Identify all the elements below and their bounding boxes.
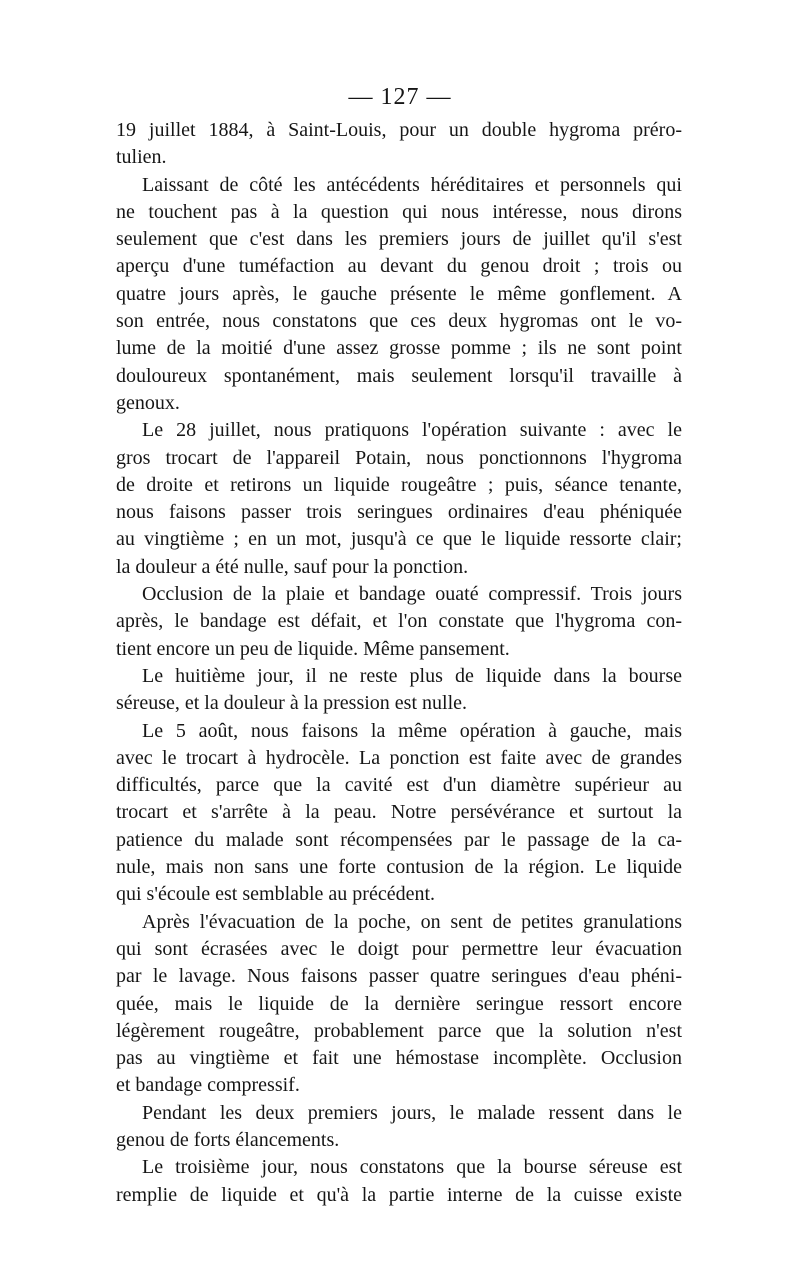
- text-line: douloureux spontanément, mais seulement lorsqu'il travaille à: [116, 364, 682, 387]
- text-line: pas au vingtième et fait une hémostase incomplète. Occlusion: [116, 1047, 682, 1070]
- text-line: qui sont écrasées avec le doigt pour permettre leur évacuation: [116, 937, 682, 960]
- text-line: patience du malade sont récompensées par le passage de la ca-: [116, 828, 682, 851]
- text-line: qui s'écoule est semblable au précédent.: [116, 883, 436, 906]
- text-line: son entrée, nous constatons que ces deux hygromas ont le vo-: [116, 310, 682, 333]
- text-line: trocart et s'arrête à la peau. Notre persévérance et surtout la: [116, 801, 682, 824]
- text-line: au vingtième ; en un mot, jusqu'à ce que le liquide ressorte clair;: [116, 528, 682, 551]
- text-line: Laissant de côté les antécédents héréditaires et personnels qui: [142, 173, 682, 196]
- text-line: Occlusion de la plaie et bandage ouaté compressif. Trois jours: [142, 583, 682, 606]
- text-line: 19 juillet 1884, à Saint-Louis, pour un double hygroma préro-: [116, 119, 682, 141]
- text-line: légèrement rougeâtre, probablement parce que la solution n'est: [116, 1019, 682, 1042]
- text-line: Pendant les deux premiers jours, le malade ressent dans le: [142, 1101, 682, 1124]
- text-line: genou de forts élancements.: [116, 1128, 340, 1151]
- text-line: quée, mais le liquide de la dernière seringue ressort encore: [116, 992, 682, 1015]
- text-line: difficultés, parce que la cavité est d'un diamètre supérieur au: [116, 774, 682, 797]
- text-line: la douleur a été nulle, sauf pour la ponction.: [116, 555, 469, 578]
- text-line: de droite et retirons un liquide rougeâtre ; puis, séance tenante,: [116, 473, 682, 496]
- text-line: Le 28 juillet, nous pratiquons l'opération suivante : avec le: [142, 419, 682, 442]
- text-line: et bandage compressif.: [116, 1074, 300, 1097]
- text-line: ne touchent pas à la question qui nous intéresse, nous dirons: [116, 200, 682, 223]
- text-line: aperçu d'une tuméfaction au devant du genou droit ; trois ou: [116, 255, 682, 278]
- text-line: genoux.: [116, 391, 180, 414]
- text-line: gros trocart de l'appareil Potain, nous ponctionnons l'hygroma: [116, 446, 682, 469]
- page-number: — 127 —: [348, 84, 452, 110]
- body-text: [116, 117, 682, 1209]
- text-line: quatre jours après, le gauche présente le même gonflement. A: [116, 282, 682, 305]
- text-line: lume de la moitié d'une assez grosse pomme ; ils ne sont point: [116, 337, 682, 360]
- text-line: Le 5 août, nous faisons la même opération à gauche, mais: [142, 719, 682, 742]
- text-line: séreuse, et la douleur à la pression est nulle.: [116, 692, 467, 715]
- text-line: avec le trocart à hydrocèle. La ponction est faite avec de grandes: [116, 746, 682, 769]
- text-line: par le lavage. Nous faisons passer quatre seringues d'eau phéni-: [116, 965, 682, 988]
- text-line: Après l'évacuation de la poche, on sent de petites granulations: [142, 910, 682, 933]
- text-line: remplie de liquide et qu'à la partie interne de la cuisse existe: [116, 1183, 682, 1206]
- text-line: nule, mais non sans une forte contusion de la région. Le liquide: [116, 856, 682, 879]
- text-line: après, le bandage est défait, et l'on constate que l'hygroma con-: [116, 610, 682, 633]
- text-line: seulement que c'est dans les premiers jours de juillet qu'il s'est: [116, 228, 682, 251]
- text-line: Le troisième jour, nous constatons que la bourse séreuse est: [142, 1156, 682, 1179]
- text-line: Le huitième jour, il ne reste plus de liquide dans la bourse: [142, 664, 682, 687]
- text-line: nous faisons passer trois seringues ordinaires d'eau phéniquée: [116, 501, 682, 524]
- text-line: tient encore un peu de liquide. Même pansement.: [116, 637, 510, 660]
- text-line: tulien.: [116, 146, 167, 169]
